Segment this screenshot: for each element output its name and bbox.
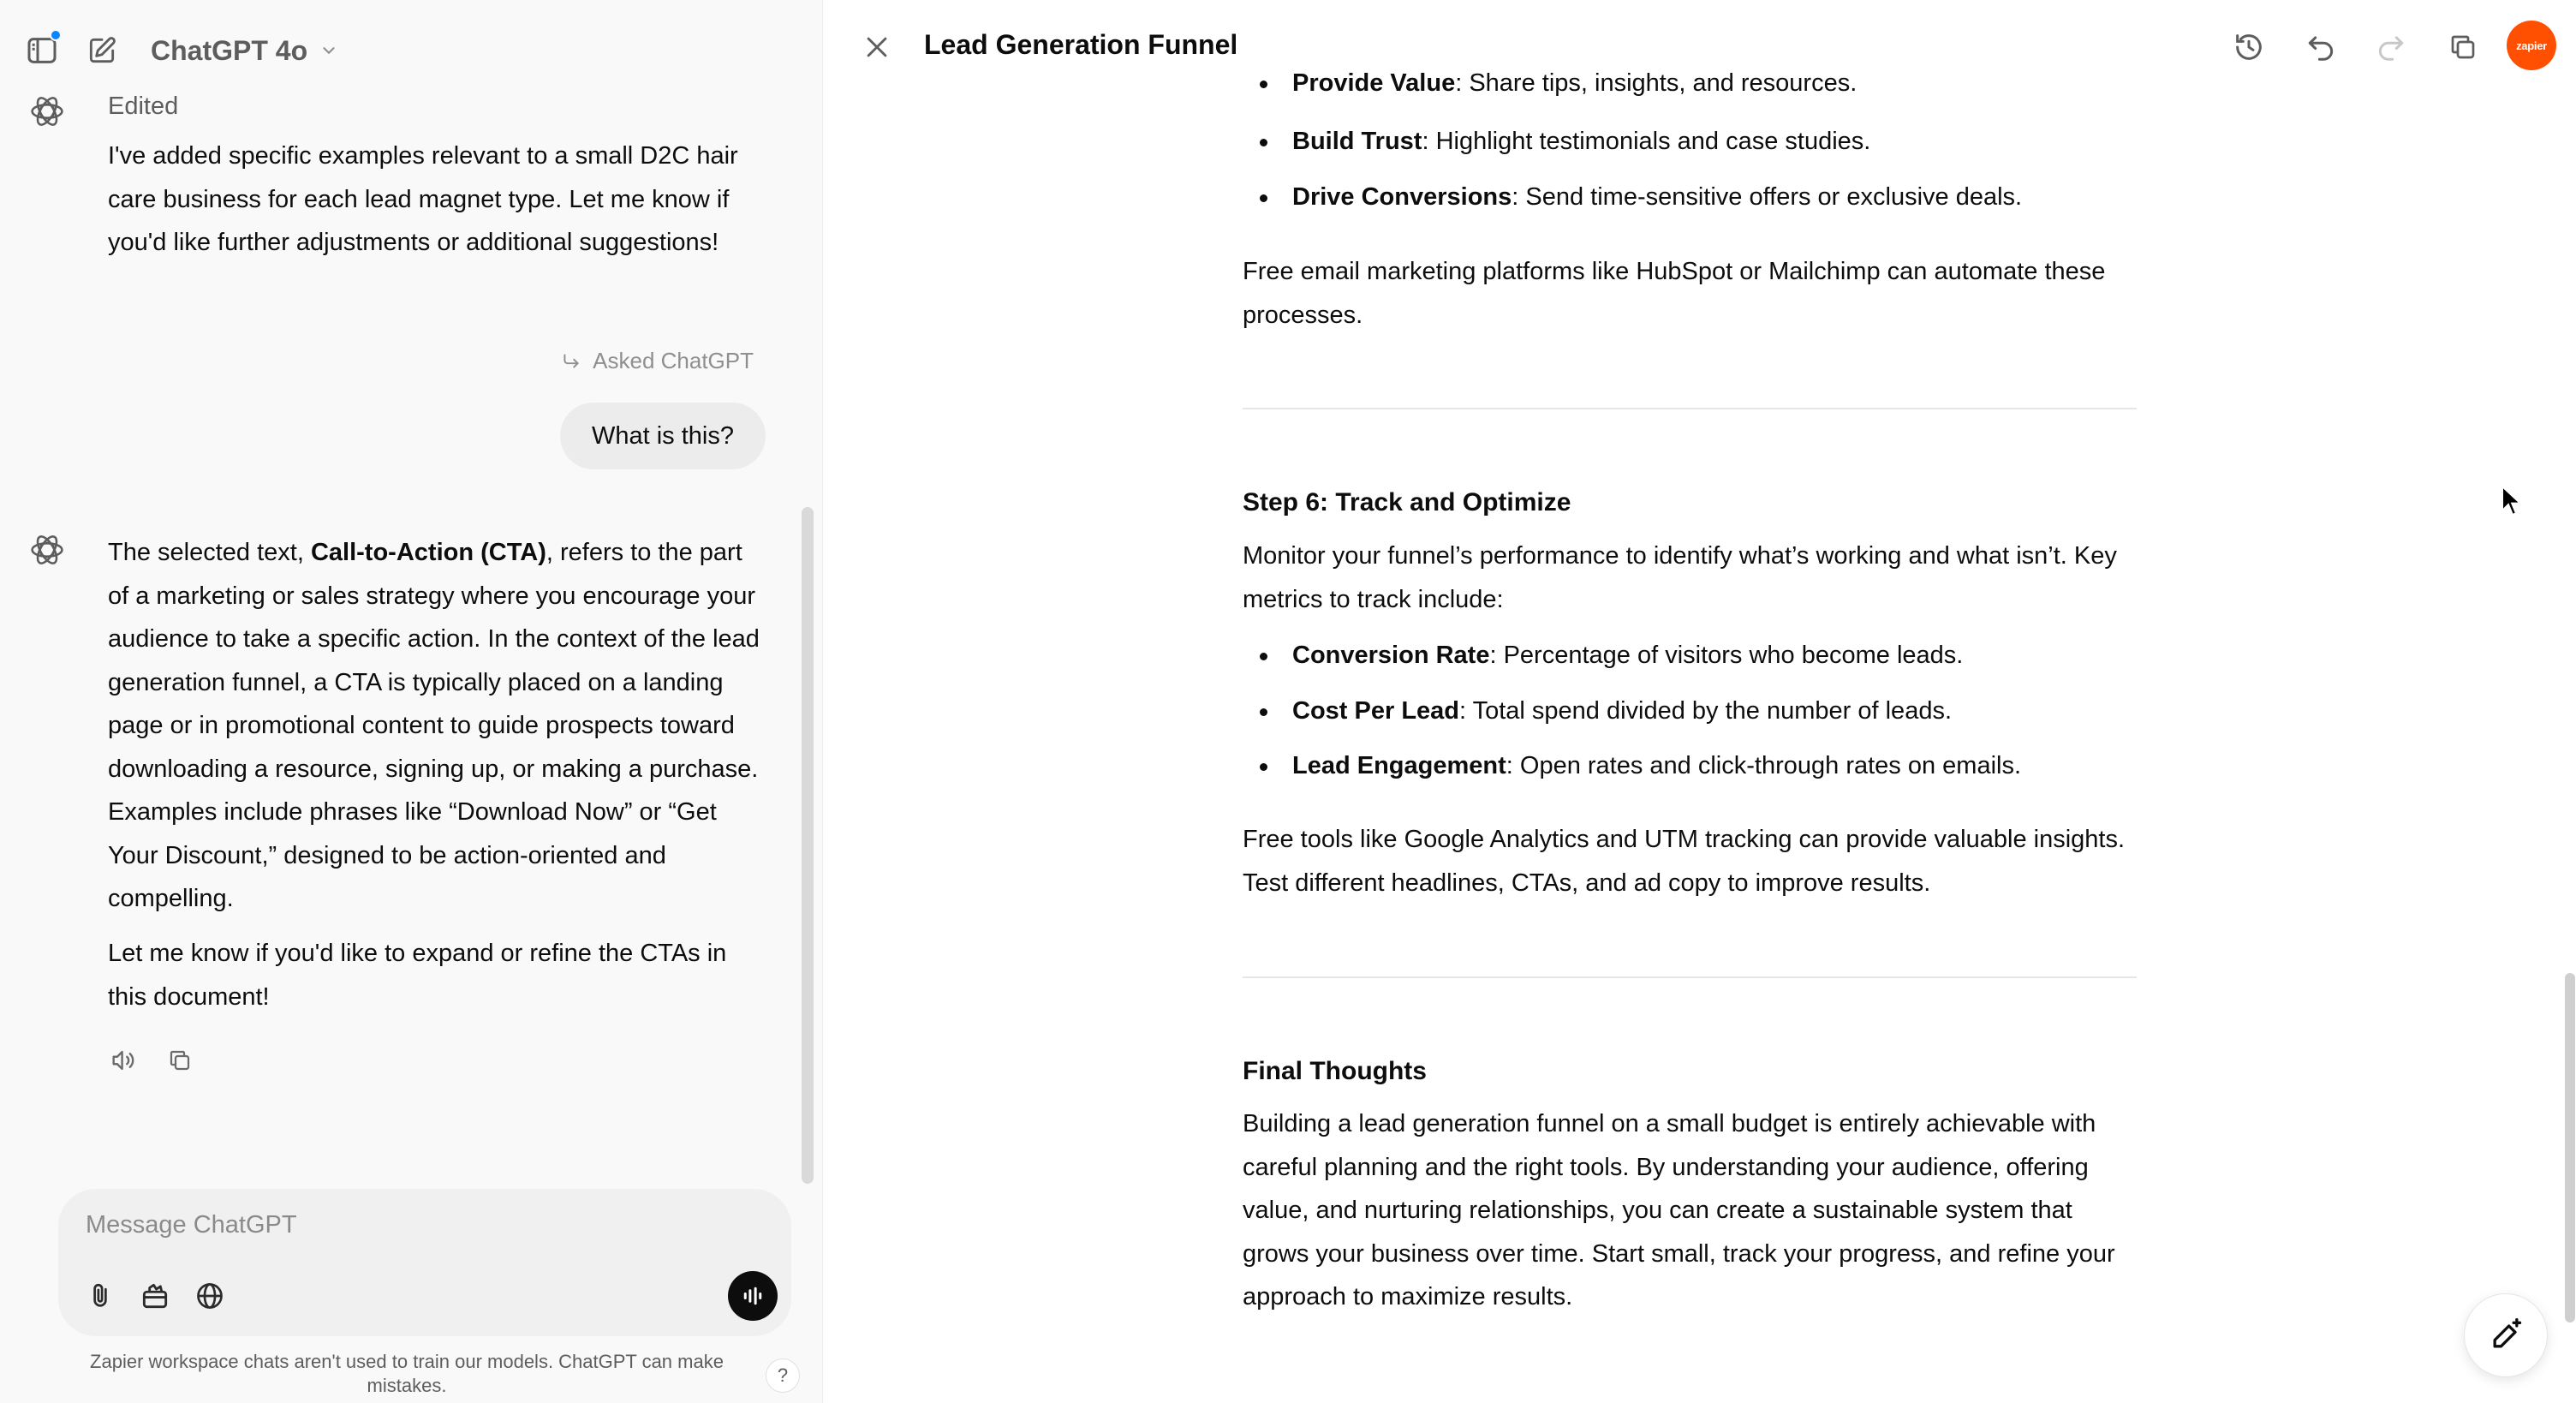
section-divider bbox=[1243, 408, 2137, 409]
chatgpt-logo-icon bbox=[28, 93, 66, 130]
reply-arrow-icon bbox=[560, 350, 582, 373]
close-icon bbox=[862, 33, 891, 62]
model-name-label: ChatGPT 4o bbox=[151, 34, 308, 66]
mouse-cursor-icon bbox=[2501, 485, 2523, 517]
new-chat-button[interactable] bbox=[79, 27, 125, 74]
help-button[interactable]: ? bbox=[766, 1358, 800, 1393]
assistant-closing: Let me know if you'd like to expand or refine the CTAs in this document! bbox=[108, 940, 727, 1011]
copy-icon bbox=[2448, 32, 2478, 63]
read-aloud-button[interactable] bbox=[106, 1043, 140, 1078]
previous-assistant-message: I've added specific examples relevant to a small D2C hair care business for each lead magnet type. Let me know if you'd like further adjustments or additional suggestions! bbox=[108, 142, 738, 256]
history-icon bbox=[2232, 30, 2266, 64]
reply-highlight: Call-to-Action (CTA) bbox=[310, 539, 546, 566]
message-input[interactable]: Message ChatGPT bbox=[86, 1211, 297, 1239]
user-message-bubble: What is this? bbox=[560, 403, 766, 469]
user-avatar[interactable]: zapier bbox=[2507, 21, 2556, 70]
tools-button[interactable] bbox=[135, 1276, 175, 1316]
edit-suggestions-button[interactable] bbox=[2464, 1293, 2548, 1377]
canvas-pane bbox=[822, 0, 2576, 1403]
undo-button[interactable] bbox=[2296, 22, 2346, 72]
list-item: Provide Value: Share tips, insights, and resources. bbox=[1260, 62, 1857, 104]
composer-tools bbox=[80, 1276, 230, 1316]
assistant-reply: The selected text, Call-to-Action (CTA), refers to the part of a marketing or sales strategy where you encourage your audience to take a specific action. In the context of the lead generation funnel, a CTA is typically placed on a landing page or in promotional content to guide prospects toward downloading a resource, signing up, or making a purchase. Examples include phrases like “Download Now” or “Get Your Discount,” designed to be action-oriented and compelling. bbox=[108, 539, 760, 912]
document-body bbox=[1243, 0, 2142, 1403]
paragraph: Monitor your funnel’s performance to identify what’s working and what isn’t. Key metrics to track include: bbox=[1243, 542, 2117, 613]
globe-icon bbox=[194, 1281, 225, 1311]
notification-dot bbox=[50, 29, 62, 41]
chat-pane bbox=[0, 0, 822, 1403]
chevron-down-icon bbox=[319, 41, 338, 60]
message-composer bbox=[58, 1189, 791, 1336]
close-canvas-button[interactable] bbox=[854, 24, 900, 70]
paragraph: Building a lead generation funnel on a small budget is entirely achievable with careful planning and the right tools. By understanding your audience, offering value, and nurturing relationships, you can create a sustainable system that grows your business over time. Start small, track your progress, and refine your approach to maximize results. bbox=[1243, 1110, 2115, 1310]
list-item: Cost Per Lead: Total spend divided by the number of leads. bbox=[1260, 690, 1952, 732]
voice-mode-button[interactable] bbox=[728, 1271, 778, 1321]
section-divider bbox=[1243, 976, 2137, 978]
model-selector[interactable] bbox=[151, 27, 338, 74]
speaker-icon bbox=[109, 1046, 138, 1075]
list-item: Drive Conversions: Send time-sensitive offers or exclusive deals. bbox=[1260, 176, 2022, 218]
chatgpt-logo-icon bbox=[28, 531, 66, 569]
paragraph: Free tools like Google Analytics and UTM tracking can provide valuable insights. Test different headlines, CTAs, and ad copy to improve results. bbox=[1243, 826, 2126, 897]
copy-message-button[interactable] bbox=[163, 1043, 197, 1078]
attach-button[interactable] bbox=[80, 1276, 120, 1316]
paragraph: Free email marketing platforms like HubSpot or Mailchimp can automate these processes. bbox=[1243, 258, 2106, 329]
list-item: Lead Engagement: Open rates and click-through rates on emails. bbox=[1260, 744, 2021, 787]
redo-icon bbox=[2375, 31, 2407, 63]
message-actions bbox=[106, 1043, 197, 1078]
section-heading: Step 6: Track and Optimize bbox=[1243, 488, 1571, 516]
pencil-sparkle-icon bbox=[2487, 1316, 2525, 1354]
canvas-scrollbar[interactable] bbox=[2565, 973, 2575, 1322]
edited-label: Edited bbox=[108, 93, 179, 120]
list-item: Conversion Rate: Percentage of visitors who become leads. bbox=[1260, 634, 1963, 677]
chat-scrollbar[interactable] bbox=[802, 507, 814, 1184]
chat-header bbox=[0, 15, 822, 75]
copy-icon bbox=[167, 1048, 193, 1073]
paperclip-icon bbox=[86, 1281, 115, 1310]
version-history-button[interactable] bbox=[2224, 22, 2274, 72]
section-heading: Final Thoughts bbox=[1243, 1057, 1427, 1085]
asked-chatgpt-label: Asked ChatGPT bbox=[560, 348, 754, 374]
toolbox-icon bbox=[139, 1280, 171, 1312]
document-title: Lead Generation Funnel bbox=[924, 29, 1238, 60]
copy-document-button[interactable] bbox=[2438, 22, 2488, 72]
list-item: Build Trust: Highlight testimonials and case studies. bbox=[1260, 120, 1870, 163]
disclaimer-note: Zapier workspace chats aren't used to train our models. ChatGPT can make mistakes. bbox=[90, 1351, 724, 1396]
redo-button[interactable] bbox=[2366, 22, 2416, 72]
web-search-button[interactable] bbox=[190, 1276, 230, 1316]
undo-icon bbox=[2305, 31, 2337, 63]
compose-icon bbox=[86, 34, 118, 67]
voice-waveform-icon bbox=[740, 1283, 766, 1309]
